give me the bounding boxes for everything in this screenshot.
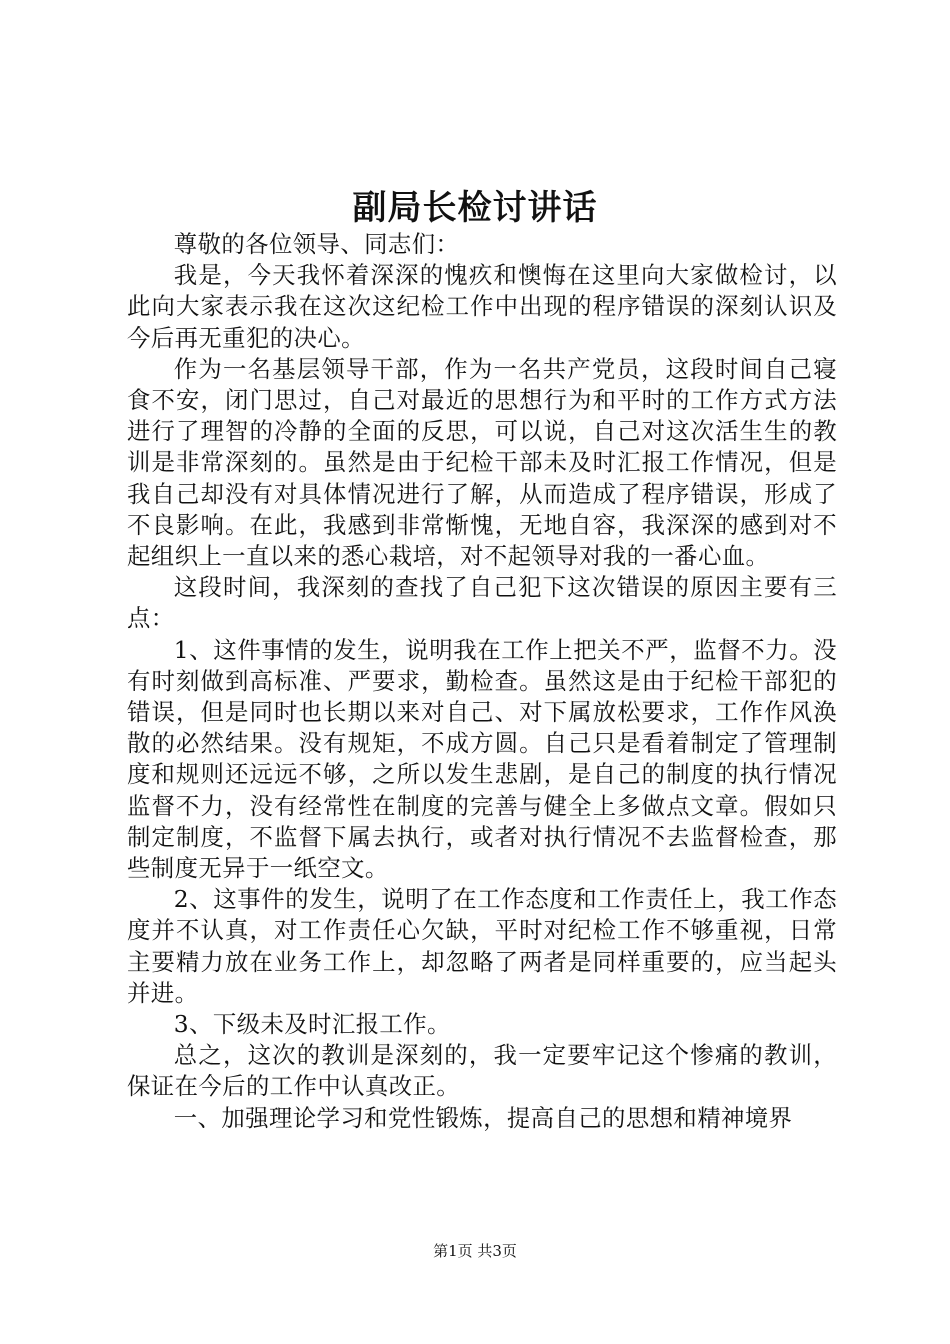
- document-title: 副局长检讨讲话: [352, 188, 598, 228]
- body-paragraph: 2、这事件的发生，说明了在工作态度和工作责任上，我工作态度并不认真，对工作责任心欠缺，平时对纪检工作不够重视，日常主要精力放在业务工作上，却忽略了两者是同样重要的，应当起头并进。: [127, 885, 837, 1007]
- body-paragraph: 3、下级未及时汇报工作。: [173, 1010, 451, 1039]
- page-footer: 第1页 共3页: [433, 1242, 517, 1260]
- body-paragraph: 作为一名基层领导干部，作为一名共产党员，这段时间自己寝食不安，闭门思过，自己对最近的思想行为和平时的工作方式方法进行了理智的冷静的全面的反思，可以说，自己对这次活生生的教训是非常深刻的。虽然是由于纪检干部未及时汇报工作情况，但是我自己却没有对具体情况进行了解，从而造成了程序错误，形成了不良影响。在此，我感到非常惭愧，无地自容，我深深的感到对不起组织上一直以来的悉心栽培，对不起领导对我的一番心血。: [127, 354, 837, 571]
- body-paragraph: 总之，这次的教训是深刻的，我一定要牢记这个惨痛的教训，保证在今后的工作中认真改正。: [127, 1041, 837, 1101]
- body-paragraph: 我是，今天我怀着深深的愧疚和懊悔在这里向大家做检讨，以此向大家表示我在这次这纪检工作中出现的程序错误的深刻认识及今后再无重犯的决心。: [127, 261, 837, 352]
- document-body: [127, 229, 837, 1134]
- salutation-paragraph: 尊敬的各位领导、同志们：: [173, 230, 460, 258]
- body-paragraph: 这段时间，我深刻的查找了自己犯下这次错误的原因主要有三点：: [127, 573, 837, 633]
- section-heading-paragraph: 一、加强理论学习和党性锻炼，提高自己的思想和精神境界: [173, 1103, 793, 1132]
- body-paragraph: 1、这件事情的发生，说明我在工作上把关不严，监督不力。没有时刻做到高标准、严要求，勤检查。虽然这是由于纪检干部犯的错误，但是同时也长期以来对自己、对下属放松要求，工作作风涣散的必然结果。没有规矩，不成方圆。自己只是看着制定了管理制度和规则还远远不够，之所以发生悲剧，是自己的制度的执行情况监督不力，没有经常性在制度的完善与健全上多做点文章。假如只制定制度，不监督下属去执行，或者对执行情况不去监督检查，那些制度无异于一纸空文。: [127, 635, 837, 883]
